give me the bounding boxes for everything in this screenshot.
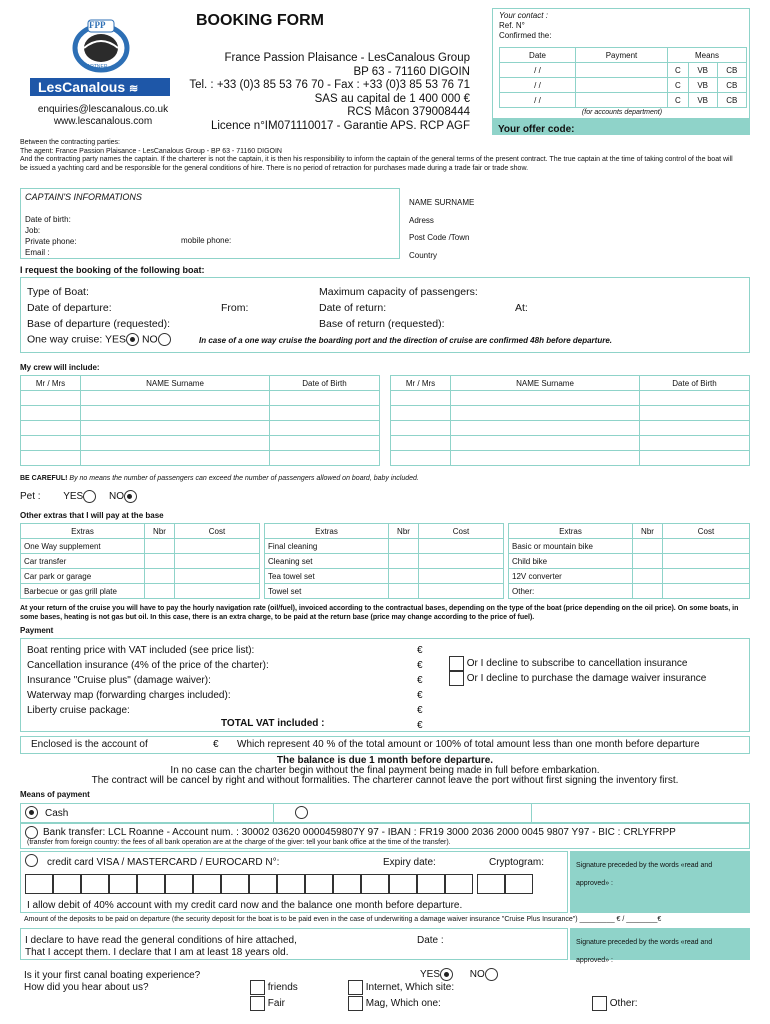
- cash-row: [20, 803, 750, 823]
- company-line: BP 63 - 71160 DIGOIN: [353, 65, 470, 78]
- declaration-date[interactable]: Date :: [417, 935, 444, 946]
- one-way-label: One way cruise:: [27, 333, 103, 346]
- table-row[interactable]: [391, 406, 750, 421]
- table-row[interactable]: [265, 554, 504, 569]
- postcode-label[interactable]: Post Code /Town: [409, 233, 470, 242]
- col-mr: Mr / Mrs: [21, 376, 81, 391]
- decline-waiver-label: Or I decline to purchase the damage waiver insurance: [466, 673, 707, 685]
- row-date[interactable]: / /: [500, 63, 576, 78]
- extra-item: Child bike: [509, 554, 633, 569]
- card-digit-cell[interactable]: [249, 874, 277, 894]
- bank-transfer-box: [20, 823, 750, 849]
- mobile-phone-label[interactable]: mobile phone:: [181, 236, 232, 245]
- row-payment[interactable]: [576, 63, 668, 78]
- friends-label: friends: [267, 982, 298, 994]
- col-nbr: Nbr: [145, 524, 175, 539]
- col-extras: Extras: [265, 524, 389, 539]
- brand-logo: [30, 78, 170, 96]
- mag-checkbox[interactable]: [348, 996, 363, 1011]
- payment-line: Cancellation insurance (4% of the price of the charter):: [27, 660, 269, 671]
- card-digit-cell[interactable]: [305, 874, 333, 894]
- enclosed-box: [20, 736, 750, 754]
- declaration-line: I declare to have read the general conditions of hire attached,: [25, 935, 297, 946]
- declaration-signature-note: Signature preceded by the words «read and approved» :: [576, 939, 713, 964]
- payment-line: Waterway map (forwarding charges included):: [27, 690, 231, 701]
- dob-label[interactable]: Date of birth:: [25, 215, 71, 224]
- declaration-line: That I accept them. I declare that I am at least 18 years old.: [25, 947, 289, 958]
- mag-label: Mag, Which one:: [365, 998, 441, 1010]
- enclosed-label[interactable]: Enclosed is the account of: [31, 739, 148, 750]
- intro-line: Between the contracting parties:: [20, 139, 121, 146]
- extras-table-1: [20, 523, 260, 599]
- ref-label: Ref. N°: [499, 21, 525, 30]
- means-vb[interactable]: VB: [688, 93, 717, 108]
- pet-row: [20, 490, 137, 503]
- email-label[interactable]: Email :: [25, 248, 50, 257]
- decline-waiver-checkbox[interactable]: [449, 671, 464, 686]
- extra-item: Towel set: [265, 584, 389, 599]
- one-way-row: [27, 333, 171, 346]
- form-title: BOOKING FORM: [196, 12, 324, 29]
- table-row[interactable]: [265, 569, 504, 584]
- contact-box: [492, 8, 750, 119]
- table-row[interactable]: [509, 584, 750, 599]
- col-date: Date: [500, 48, 576, 63]
- experience-no-radio[interactable]: [485, 968, 498, 981]
- website-text: www.lescanalous.com: [53, 116, 153, 127]
- col-payment: Payment: [576, 48, 668, 63]
- careful-bold: BE CAREFUL!: [20, 475, 68, 482]
- date-departure-label[interactable]: Date of departure:: [27, 302, 112, 314]
- logo-area: [22, 14, 172, 129]
- from-label[interactable]: From:: [221, 302, 249, 314]
- bank-transfer-label: Bank transfer: LCL Roanne - Account num. : 30002 03620 0000459807Y 97 - IBAN : FR19 3000 2036 2000 0045 9807 Y97 - BIC : CRLYFRPP: [43, 827, 676, 838]
- payment-heading: Payment: [20, 626, 54, 635]
- allow-debit-label: I allow debit of 40% account with my credit card now and the balance one month before departure.: [27, 900, 463, 911]
- max-capacity-label[interactable]: Maximum capacity of passengers:: [319, 286, 478, 298]
- card-digit-cell[interactable]: [137, 874, 165, 894]
- company-line: France Passion Plaisance - LesCanalous Group: [224, 52, 470, 64]
- means-heading: Means of payment: [20, 790, 90, 799]
- col-cost: Cost: [175, 524, 260, 539]
- wave-icon: ≋: [129, 83, 139, 95]
- table-row[interactable]: [21, 391, 380, 406]
- col-cost: Cost: [419, 524, 504, 539]
- company-line: SAS au capital de 1 400 000 €: [314, 92, 470, 105]
- pet-yes-radio[interactable]: [83, 490, 96, 503]
- extras-table-3: [508, 523, 750, 599]
- col-dob: Date of Birth: [640, 376, 750, 391]
- table-row[interactable]: [509, 569, 750, 584]
- extras-heading: Other extras that I will pay at the base: [20, 511, 164, 520]
- card-digit-cell[interactable]: [25, 874, 53, 894]
- boat-heading: I request the booking of the following boat:: [20, 265, 205, 275]
- means-c[interactable]: C: [668, 78, 689, 93]
- card-digit-cell[interactable]: [221, 874, 249, 894]
- fair-checkbox[interactable]: [250, 996, 265, 1011]
- table-row[interactable]: [265, 539, 504, 554]
- card-digit-cell[interactable]: [445, 874, 473, 894]
- crew-table-right: [390, 375, 750, 466]
- navigation-note: At your return of the cruise you will have to pay the hourly navigation rate (oil/fuel), invoiced according to the contractual bases, depending on the type of the boat (price depending on the oil price). On some boats, in some bases, heating is not gas but oil. In this case, there is an extra charge, to be paid at the return base (price may change according to the price of fuel).: [20, 605, 739, 621]
- cryptogram-label: Cryptogram:: [489, 857, 545, 868]
- table-row[interactable]: [21, 406, 380, 421]
- col-extras: Extras: [21, 524, 145, 539]
- means-vb[interactable]: VB: [688, 78, 717, 93]
- row-payment[interactable]: [576, 78, 668, 93]
- card-digit-cell[interactable]: [81, 874, 109, 894]
- extra-item: Car park or garage: [21, 569, 145, 584]
- table-row[interactable]: [391, 436, 750, 451]
- euro-sign[interactable]: €: [417, 675, 423, 686]
- company-line: Tel. : +33 (0)3 85 53 76 70 - Fax : +33 (0)3 85 53 76 71: [189, 79, 470, 91]
- careful-note: [20, 475, 419, 482]
- other-label: Other:: [609, 998, 638, 1010]
- other-checkbox[interactable]: [592, 996, 607, 1011]
- extra-item: Cleaning set: [265, 554, 389, 569]
- internet-checkbox[interactable]: [348, 980, 363, 995]
- table-row[interactable]: [21, 554, 260, 569]
- one-way-note: In case of a one way cruise the boarding port and the direction of cruise are confirmed 48h before departure.: [199, 336, 612, 345]
- extra-item: Tea towel set: [265, 569, 389, 584]
- pet-yes-label: YES: [63, 491, 84, 503]
- intro-line: And the contracting party names the captain. If the charterer is not the captain, it is then his responsibility to inform the captain of the general terms of the present contract. The true captain at the time of taking control of the boat will be issued a yachting card and be responsible for the general conditions of hire. There is no period of retraction for purchases made during a trade fair or trade show.: [20, 156, 733, 172]
- offer-code-label: Your offer code:: [498, 124, 575, 135]
- confirmed-label: Confirmed the:: [499, 31, 552, 40]
- survey: [24, 968, 750, 1018]
- base-departure-label[interactable]: Base of departure (requested):: [27, 318, 171, 330]
- email-text: enquiries@lescanalous.co.uk: [37, 104, 169, 115]
- captain-heading: CAPTAIN'S INFORMATIONS: [25, 192, 142, 202]
- cash-label: Cash: [45, 808, 69, 819]
- bank-transfer-note: (transfer from foreign country: the fees of all bank operation are at the charge of the giver: tell your bank office at the time of the transfer).: [27, 839, 451, 846]
- careful-text: By no means the number of passengers can exceed the number of passengers allowed on board, baby included.: [69, 475, 419, 482]
- payment-line: Insurance "Cruise plus" (damage waiver):: [27, 675, 211, 686]
- card-digit-cell[interactable]: [53, 874, 81, 894]
- table-row[interactable]: [391, 391, 750, 406]
- enclosed-rest: Which represent 40 % of the total amount or 100% of total amount less than one month before departure: [237, 739, 700, 750]
- row-date[interactable]: / /: [500, 78, 576, 93]
- balance-note: [20, 756, 750, 786]
- payment-line: Liberty cruise package:: [27, 705, 130, 716]
- declaration-signature-box[interactable]: [570, 928, 750, 964]
- card-digit-cell[interactable]: [277, 874, 305, 894]
- euro-sign[interactable]: €: [417, 705, 423, 716]
- table-row[interactable]: [21, 436, 380, 451]
- col-mr: Mr / Mrs: [391, 376, 451, 391]
- table-row[interactable]: [21, 421, 380, 436]
- extra-item: Car transfer: [21, 554, 145, 569]
- friends-checkbox[interactable]: [250, 980, 265, 995]
- extra-item: Basic or mountain bike: [509, 539, 633, 554]
- declaration-box: [20, 928, 568, 960]
- means-c[interactable]: C: [668, 93, 689, 108]
- row-date[interactable]: / /: [500, 93, 576, 108]
- extra-item: One Way supplement: [21, 539, 145, 554]
- col-extras: Extras: [509, 524, 633, 539]
- table-row[interactable]: [265, 584, 504, 599]
- how-heard-label: How did you hear about us?: [24, 982, 149, 993]
- experience-yes-label: YES: [420, 969, 441, 981]
- credit-card-box: [20, 851, 568, 913]
- accounts-table: [499, 47, 747, 108]
- table-row[interactable]: [509, 539, 750, 554]
- means-cb[interactable]: CB: [717, 93, 746, 108]
- balance-bold: The balance is due 1 month before departure.: [276, 755, 494, 766]
- one-way-yes-radio[interactable]: [126, 333, 139, 346]
- at-label[interactable]: At:: [515, 302, 528, 314]
- payment-box: [20, 638, 750, 732]
- table-row[interactable]: [21, 569, 260, 584]
- euro-sign[interactable]: €: [417, 645, 423, 656]
- card-digit-cell[interactable]: [477, 874, 505, 894]
- other-payment-radio[interactable]: [295, 806, 308, 819]
- col-name: NAME Surname: [81, 376, 270, 391]
- company-line: RCS Mâcon 379008444: [347, 106, 470, 118]
- one-way-no-label: NO: [141, 333, 158, 346]
- col-name: NAME Surname: [451, 376, 640, 391]
- card-digit-cell[interactable]: [505, 874, 533, 894]
- card-number-cells[interactable]: [25, 874, 533, 894]
- internet-label: Internet, Which site:: [365, 982, 455, 994]
- intro-line: The agent: France Passion Plaisance - LesCanalous Group - BP 63 - 71160 DIGOIN: [20, 147, 282, 155]
- card-digit-cell[interactable]: [193, 874, 221, 894]
- date-return-label[interactable]: Date of return:: [319, 302, 387, 314]
- table-row[interactable]: [391, 451, 750, 466]
- cash-radio[interactable]: [25, 806, 38, 819]
- logo-badge-sub: PARTNER: [84, 64, 108, 70]
- table-row[interactable]: [509, 554, 750, 569]
- boat-box: [20, 277, 750, 353]
- extras-table-2: [264, 523, 504, 599]
- pet-label: Pet :: [20, 491, 41, 503]
- card-digit-cell[interactable]: [109, 874, 137, 894]
- means-cb[interactable]: CB: [717, 78, 746, 93]
- enclosed-euro: €: [213, 739, 219, 750]
- name-surname-label[interactable]: NAME SURNAME: [409, 198, 475, 207]
- decline-insurance-label: Or I decline to subscribe to cancellation insurance: [466, 658, 688, 670]
- balance-line: The contract will be cancel by right and without formalities. The charterer cannot leave the port without first signing the inventory first.: [91, 775, 679, 786]
- extra-item: Final cleaning: [265, 539, 389, 554]
- col-means: Means: [668, 48, 747, 63]
- decline-insurance-checkbox[interactable]: [449, 656, 464, 671]
- company-info: [160, 52, 470, 133]
- captain-box: [20, 188, 400, 259]
- card-digit-cell[interactable]: [417, 874, 445, 894]
- crew-heading: My crew will include:: [20, 363, 100, 372]
- address-label[interactable]: Adress: [409, 215, 434, 225]
- card-digit-cell[interactable]: [165, 874, 193, 894]
- base-return-label[interactable]: Base of return (requested):: [319, 318, 445, 330]
- brand-name: LesCanalous: [38, 79, 126, 95]
- total-label: TOTAL VAT included :: [221, 718, 325, 729]
- card-signature-box[interactable]: [570, 851, 750, 913]
- job-label[interactable]: Job:: [25, 226, 41, 235]
- credit-card-label: credit card VISA / MASTERCARD / EUROCARD N°:: [47, 857, 280, 868]
- credit-card-radio[interactable]: [25, 854, 38, 867]
- euro-sign[interactable]: €: [417, 660, 423, 671]
- card-digit-cell[interactable]: [333, 874, 361, 894]
- expiry-label: Expiry date:: [383, 857, 436, 868]
- balance-line: In no case can the charter begin without the final payment being made in full before embarkation.: [170, 765, 600, 776]
- table-row[interactable]: [391, 421, 750, 436]
- captain-address: [409, 194, 474, 264]
- pet-no-label: NO: [108, 491, 124, 503]
- intro-text: [20, 139, 740, 173]
- extra-item: Other:: [509, 584, 633, 599]
- fair-label: Fair: [267, 998, 286, 1010]
- crew-table-left: [20, 375, 380, 466]
- country-label[interactable]: Country: [409, 250, 438, 260]
- euro-sign[interactable]: €: [417, 720, 423, 731]
- boat-type-label[interactable]: Type of Boat:: [27, 286, 89, 298]
- table-row[interactable]: [21, 451, 380, 466]
- col-nbr: Nbr: [389, 524, 419, 539]
- company-line: Licence n°IM071110017 - Garantie APS. RCP AGF: [210, 119, 470, 132]
- card-digit-cell[interactable]: [389, 874, 417, 894]
- means-vb[interactable]: VB: [688, 63, 717, 78]
- deposit-note: Amount of the deposits to be paid on departure (the security deposit for the boat is to be paid even in the case of underwriting a damage waiver insurance "Cruise Plus Insurance") _________ € / ________€: [24, 916, 662, 923]
- table-row[interactable]: [21, 584, 260, 599]
- offer-code-field[interactable]: [492, 119, 750, 135]
- means-c[interactable]: C: [668, 63, 689, 78]
- extra-item: 12V converter: [509, 569, 633, 584]
- means-cb[interactable]: CB: [717, 63, 746, 78]
- col-nbr: Nbr: [633, 524, 663, 539]
- experience-no-label: NO: [469, 969, 485, 981]
- first-experience-label: Is it your first canal boating experience?: [24, 970, 201, 981]
- bank-transfer-radio[interactable]: [25, 826, 38, 839]
- your-contact-label: Your contact :: [499, 11, 548, 20]
- one-way-no-radio[interactable]: [158, 333, 171, 346]
- col-cost: Cost: [663, 524, 750, 539]
- private-phone-label[interactable]: Private phone:: [25, 237, 77, 246]
- payment-line: Boat renting price with VAT included (see price list):: [27, 645, 255, 656]
- col-dob: Date of Birth: [270, 376, 380, 391]
- card-signature-note: Signature preceded by the words «read and approved» :: [576, 862, 713, 887]
- euro-sign[interactable]: €: [417, 690, 423, 701]
- card-digit-cell[interactable]: [361, 874, 389, 894]
- extra-item: Barbecue or gas grill plate: [21, 584, 145, 599]
- table-row[interactable]: [21, 539, 260, 554]
- accounts-note: (for accounts department): [581, 109, 663, 116]
- one-way-yes-label: YES: [105, 333, 127, 346]
- row-payment[interactable]: [576, 93, 668, 108]
- pet-no-radio[interactable]: [124, 490, 137, 503]
- logo-badge-text: FPP: [89, 20, 106, 30]
